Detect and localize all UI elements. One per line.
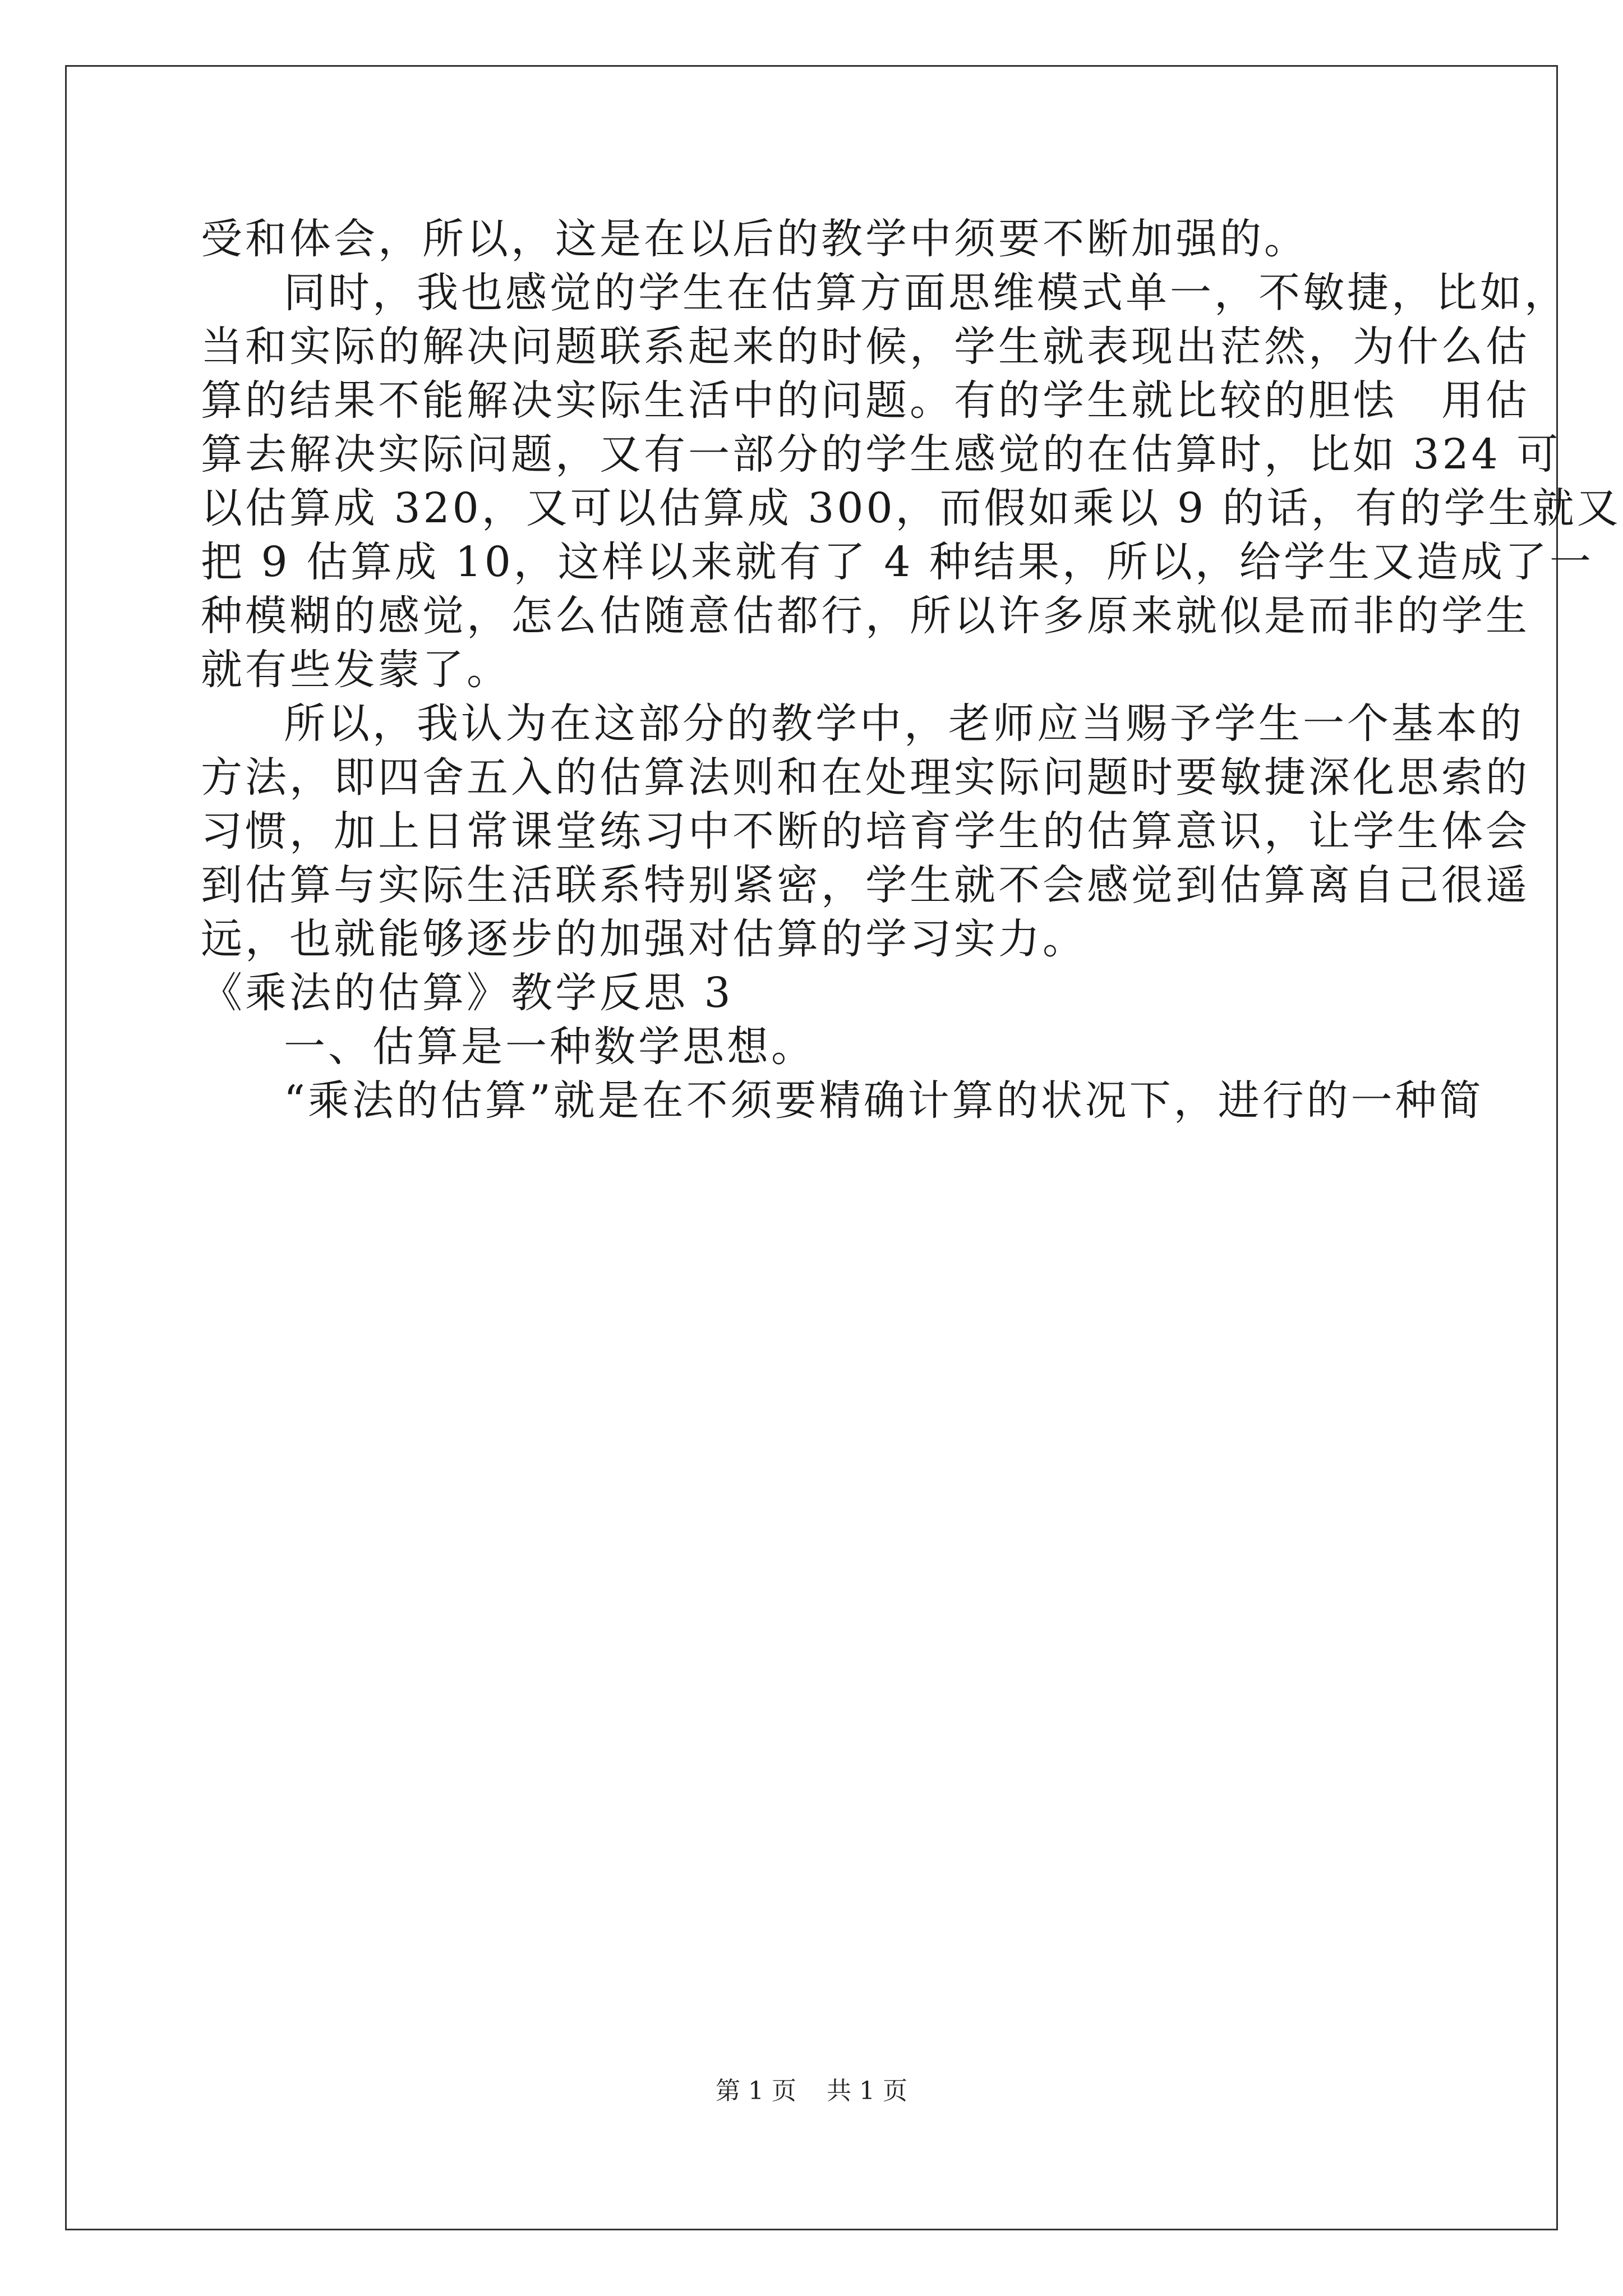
text-line-2: 同时，我也感觉的学生在估算方面思维模式单一，不敏捷，比如，	[284, 269, 1569, 317]
text-line-13: 到估算与实际生活联系特别紧密，学生就不会感觉到估算离自己很遥	[201, 861, 1530, 909]
text-line-7: 把 9 估算成 10，这样以来就有了 4 种结果，所以，给学生又造成了一	[201, 538, 1594, 586]
page-number: 第 1 页	[716, 2077, 796, 2105]
text-line-8: 种模糊的感觉，怎么估随意估都行，所以许多原来就似是而非的学生	[201, 592, 1530, 640]
text-line-6: 以估算成 320，又可以估算成 300，而假如乘以 9 的话，有的学生就又	[201, 484, 1621, 532]
text-line-14: 远，也就能够逐步的加强对估算的学习实力。	[201, 915, 1087, 963]
text-line-5: 算去解决实际问题，又有一部分的学生感觉的在估算时，比如 324 可	[201, 430, 1561, 478]
text-line-17: “乘法的估算”就是在不须要精确计算的状况下，进行的一种简	[284, 1076, 1484, 1125]
section-heading: 《乘法的估算》教学反思 3	[201, 969, 734, 1017]
page-footer	[0, 2076, 1623, 2107]
text-line-12: 习惯，加上日常课堂练习中不断的培育学生的估算意识，让学生体会	[201, 807, 1530, 855]
subsection-heading: 一、估算是一种数学思想。	[284, 1023, 815, 1071]
text-line-4: 算的结果不能解决实际生活中的问题。有的学生就比较的胆怯 用估	[201, 376, 1530, 425]
text-line-1: 受和体会，所以，这是在以后的教学中须要不断加强的。	[201, 215, 1308, 263]
text-line-11: 方法，即四舍五入的估算法则和在处理实际问题时要敏捷深化思索的	[201, 753, 1530, 802]
text-line-10: 所以，我认为在这部分的教学中，老师应当赐予学生一个基本的	[284, 700, 1524, 748]
document-body	[201, 212, 1621, 1128]
text-line-9: 就有些发蒙了。	[201, 646, 511, 694]
page-total: 共 1 页	[827, 2077, 907, 2105]
text-line-3: 当和实际的解决问题联系起来的时候，学生就表现出茫然，为什么估	[201, 323, 1530, 371]
